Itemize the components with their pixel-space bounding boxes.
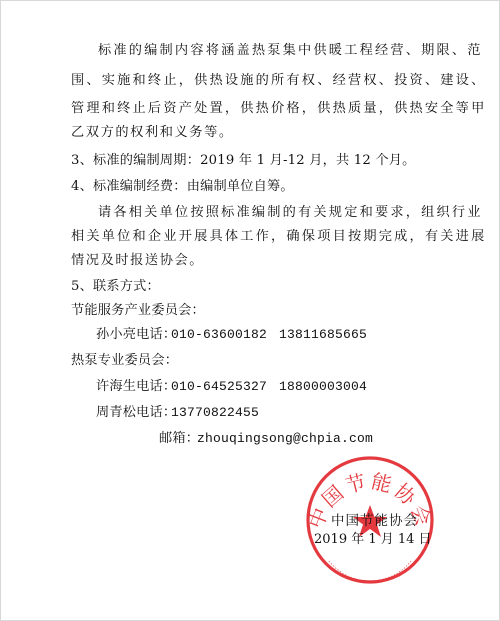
contact2-mobile: 18800003004 [279, 379, 368, 394]
para2-line1: 请各相关单位按照标准编制的有关规定和要求，组织行业 [98, 205, 483, 220]
item-3-cycle: 3、标准的编制周期：2019 年 1 月-12 月，共 12 个月。 [71, 153, 416, 168]
contact3-name: 周青松电话： [96, 405, 177, 420]
para1-line2: 围、实施和终止，供热设施的所有权、经营权、投资、建设、 [71, 73, 487, 88]
signature-date: 2019 年 1 月 14 日 [314, 532, 432, 547]
email-label: 邮箱： [159, 431, 200, 446]
contact1-phone: 010-63600182 [171, 327, 268, 342]
para1-line4: 乙双方的权利和义务等。 [71, 125, 234, 140]
contact1-mobile: 13811685665 [279, 327, 368, 342]
item-4-funding: 4、标准编制经费：由编制单位自筹。 [71, 179, 294, 194]
contact3-mobile: 13770822455 [171, 405, 260, 420]
signature-org: 中国节能协会 [331, 513, 418, 529]
para1-line3: 管理和终止后资产处置，供热价格，供热质量，供热安全等甲 [71, 101, 487, 116]
para1-line1: 标准的编制内容将涵盖热泵集中供暖工程经营、期限、范 [98, 43, 483, 58]
email-link[interactable]: zhouqingsong@chpia.com [197, 431, 374, 446]
item-5-contacts: 5、联系方式： [71, 279, 160, 294]
contact2-name: 许海生电话： [96, 379, 177, 394]
seal-text: 中国节能协会 [303, 468, 437, 532]
contact1-name: 孙小亮电话： [96, 327, 177, 342]
para2-line3: 情况及时报送协会。 [71, 253, 205, 268]
para2-line2: 相关单位和企业开展具体工作，确保项目按期完成，有关进展 [71, 229, 487, 244]
committee-heat-pump: 热泵专业委员会： [71, 353, 179, 368]
committee-energy-service: 节能服务产业委员会： [71, 303, 205, 318]
contact2-phone: 010-64525327 [171, 379, 268, 394]
